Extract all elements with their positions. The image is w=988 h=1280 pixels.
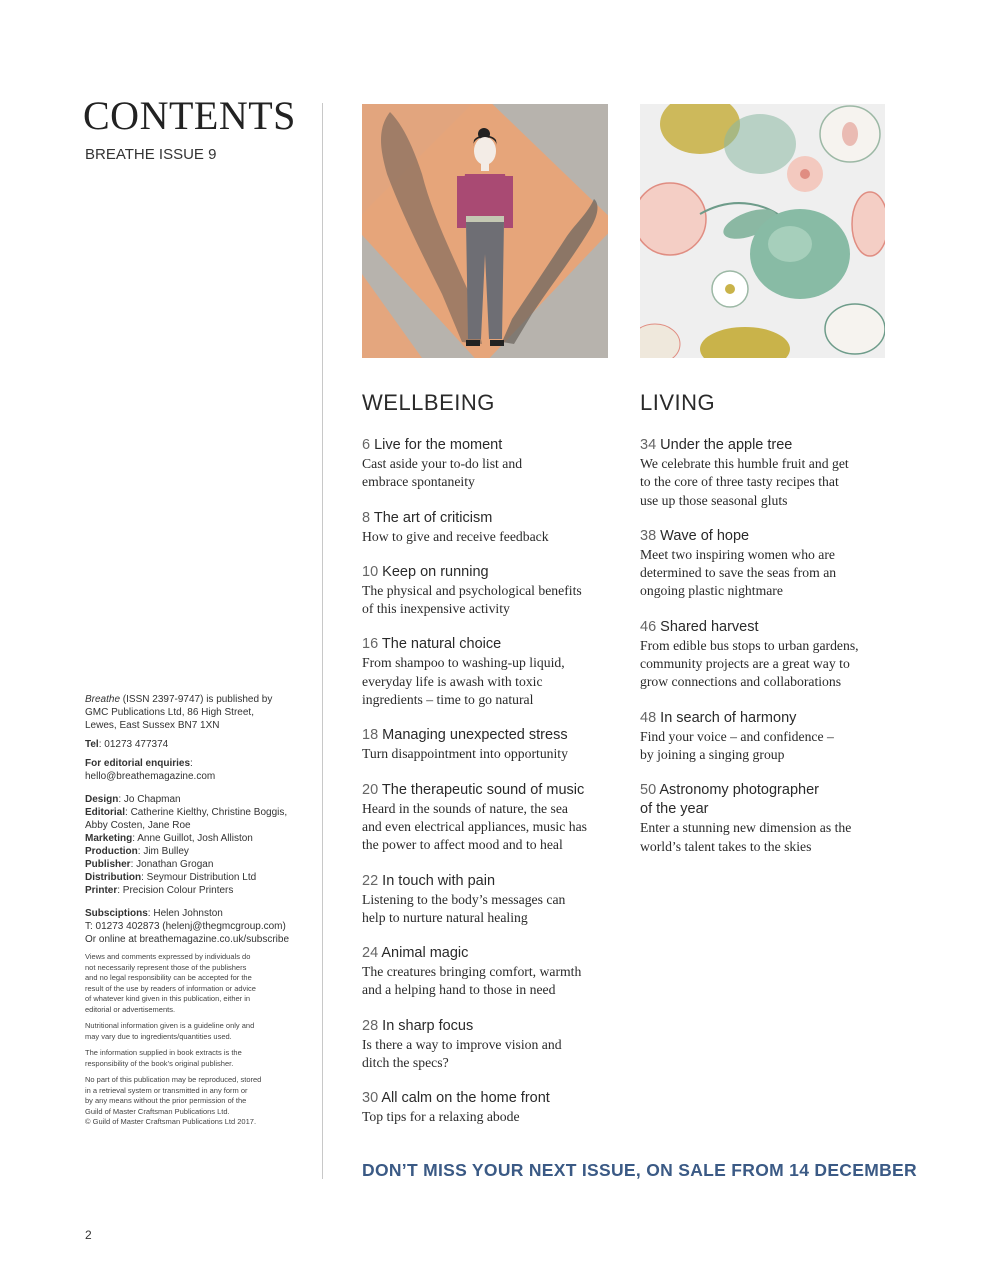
contents-item-description: Enter a stunning new dimension as the bbox=[640, 820, 852, 836]
page-ref: 16 bbox=[362, 636, 379, 653]
next-issue-banner: DON’T MISS YOUR NEXT ISSUE, ON SALE FROM 14 DECEMBER bbox=[362, 1160, 917, 1180]
contents-item-description: use up those seasonal gluts bbox=[640, 492, 788, 508]
contents-item-description: and a helping hand to those in need bbox=[362, 982, 556, 998]
contents-item-description: Turn disappointment into opportunity bbox=[362, 746, 568, 762]
disclaimer-line: in a retrieval system or transmitted in any form or bbox=[85, 1085, 248, 1095]
page-ref: 28 bbox=[362, 1017, 379, 1034]
page-number: 2 bbox=[85, 1228, 92, 1242]
contents-item-description: We celebrate this humble fruit and get bbox=[640, 456, 849, 471]
staff-credit: Publisher: Jonathan Grogan bbox=[85, 859, 214, 870]
contents-item bbox=[362, 1089, 612, 1126]
page-ref: 38 bbox=[640, 527, 657, 544]
disclaimer-line: result of the use by readers of information or advice bbox=[85, 983, 256, 993]
item-title-text: Live for the moment bbox=[374, 437, 503, 453]
contents-item-description: Is there a way to improve vision and bbox=[362, 1036, 562, 1052]
contents-item-description: and even electrical appliances, music has bbox=[362, 818, 587, 834]
disclaimer-paragraph bbox=[85, 1075, 307, 1128]
contents-item-title bbox=[362, 635, 612, 654]
page-ref: 30 bbox=[362, 1090, 379, 1107]
staff-credit: Production: Jim Bulley bbox=[85, 846, 189, 857]
item-title-text: Managing unexpected stress bbox=[382, 727, 568, 744]
staff-credit: Editorial: Catherine Kielthy, Christine Boggis, bbox=[85, 807, 288, 818]
contents-item-description: world’s talent takes to the skies bbox=[640, 838, 812, 854]
publisher-address-line: GMC Publications Ltd, 86 High Street, bbox=[85, 707, 254, 718]
contents-item-title bbox=[640, 618, 890, 637]
contents-item bbox=[640, 436, 890, 510]
disclaimer-line: The information supplied in book extracts is the bbox=[85, 1048, 242, 1057]
contents-item bbox=[362, 872, 612, 928]
contents-item bbox=[640, 781, 890, 856]
contents-item-description: ditch the specs? bbox=[362, 1055, 449, 1071]
column-divider bbox=[322, 103, 323, 1179]
contents-item-description: Top tips for a relaxing abode bbox=[362, 1109, 520, 1125]
disclaimer-line: No part of this publication may be reproduced, stored bbox=[85, 1075, 262, 1084]
page-ref: 18 bbox=[362, 727, 379, 744]
contents-item-description: embrace spontaneity bbox=[362, 474, 475, 490]
item-title-text: In sharp focus bbox=[382, 1017, 474, 1034]
item-title-text: In touch with pain bbox=[382, 872, 496, 889]
contents-item-description: help to nurture natural healing bbox=[362, 909, 528, 925]
item-title-text: The art of criticism bbox=[373, 509, 493, 526]
item-title-text: Wave of hope bbox=[660, 527, 750, 544]
item-title-text: All calm on the home front bbox=[381, 1090, 550, 1107]
disclaimer-line: by any means without the prior permission of the bbox=[85, 1096, 247, 1105]
disclaimer-line: of whatever kind given in this publication, either in bbox=[85, 994, 251, 1003]
contents-item-description: determined to save the seas from an bbox=[640, 565, 837, 581]
page-ref: 34 bbox=[640, 437, 657, 453]
subscriptions-online: Or online at breathemagazine.co.uk/subscribe bbox=[85, 934, 290, 945]
wellbeing-illustration bbox=[362, 104, 608, 358]
staff-credit-continued: Abby Costen, Jane Roe bbox=[85, 820, 191, 831]
contents-item-description: How to give and receive feedback bbox=[362, 528, 549, 544]
disclaimer-line: may vary due to ingredients/quantities used. bbox=[85, 1031, 232, 1041]
page-ref: 48 bbox=[640, 709, 657, 726]
contents-item bbox=[362, 509, 612, 546]
contents-item-description: Cast aside your to-do list and bbox=[362, 456, 523, 471]
contents-item-description: Heard in the sounds of nature, the sea bbox=[362, 800, 569, 816]
contents-item bbox=[362, 635, 612, 709]
contents-item-description: The physical and psychological benefits bbox=[362, 582, 582, 598]
section-heading-wellbeing: WELLBEING bbox=[362, 390, 495, 415]
staff-credit: Design: Jo Chapman bbox=[85, 794, 181, 805]
staff-credit: Marketing: Anne Guillot, Josh Alliston bbox=[85, 833, 253, 844]
contents-item-description: From shampoo to washing-up liquid, bbox=[362, 655, 565, 671]
contents-item bbox=[362, 781, 612, 855]
contents-item-description: by joining a singing group bbox=[640, 746, 785, 762]
item-title-continued: of the year bbox=[640, 801, 709, 818]
contents-item-title bbox=[640, 436, 890, 455]
page-title: CONTENTS bbox=[83, 93, 296, 138]
issue-label: BREATHE ISSUE 9 bbox=[85, 146, 217, 163]
disclaimer-line: Nutritional information given is a guideline only and bbox=[85, 1021, 255, 1030]
disclaimer-paragraph bbox=[85, 952, 307, 1015]
living-list bbox=[640, 436, 890, 856]
contents-item bbox=[640, 618, 890, 692]
contents-item-title bbox=[362, 509, 612, 528]
page-ref: 24 bbox=[362, 945, 379, 962]
subscriptions-phone: T: 01273 402873 (helenj@thegmcgroup.com) bbox=[85, 921, 286, 932]
publisher-line: Breathe (ISSN 2397-9747) is published by bbox=[85, 694, 273, 705]
page-ref: 8 bbox=[362, 509, 371, 526]
contents-item-description: ongoing plastic nightmare bbox=[640, 583, 783, 599]
item-title-text: The natural choice bbox=[381, 636, 502, 653]
item-title-text: Shared harvest bbox=[660, 618, 759, 635]
page-ref: 22 bbox=[362, 872, 379, 889]
item-title-text: Under the apple tree bbox=[660, 437, 793, 453]
wellbeing-list bbox=[362, 436, 612, 1127]
contents-item-title bbox=[362, 1017, 612, 1036]
item-title-text: Keep on running bbox=[382, 563, 489, 580]
page-ref: 6 bbox=[362, 437, 371, 453]
staff-list bbox=[85, 793, 307, 897]
disclaimer-line: Guild of Master Craftsman Publications Ltd. bbox=[85, 1106, 230, 1116]
disclaimer-line: Views and comments expressed by individuals do bbox=[85, 952, 251, 961]
contents-item-title bbox=[362, 944, 612, 963]
living-illustration bbox=[640, 104, 885, 358]
publisher-address-line: Lewes, East Sussex BN7 1XN bbox=[85, 720, 220, 731]
staff-credit: Distribution: Seymour Distribution Ltd bbox=[85, 872, 257, 883]
contents-item-description: of this inexpensive activity bbox=[362, 601, 510, 617]
subscriptions-line: Subsciptions: Helen Johnston bbox=[85, 908, 223, 919]
disclaimer-line: © Guild of Master Craftsman Publications Ltd 2017. bbox=[85, 1117, 257, 1126]
disclaimer-line: responsibility of the book’s original publisher. bbox=[85, 1058, 234, 1068]
contents-item-description: everyday life is awash with toxic bbox=[362, 673, 543, 689]
contents-item-description: ingredients – time to go natural bbox=[362, 692, 534, 708]
contents-item-title bbox=[362, 781, 612, 800]
editorial-enquiries: For editorial enquiries: bbox=[85, 758, 193, 769]
disclaimer-block bbox=[85, 952, 307, 1128]
disclaimer-line: not necessarily represent those of the publishers bbox=[85, 962, 247, 972]
contents-item-title bbox=[362, 872, 612, 891]
page-ref: 46 bbox=[640, 618, 657, 635]
contents-item-description: From edible bus stops to urban gardens, bbox=[640, 637, 859, 653]
disclaimer-line: and no legal responsibility can be accepted for the bbox=[85, 973, 252, 982]
contents-item bbox=[640, 709, 890, 765]
item-title-text: In search of harmony bbox=[660, 709, 797, 726]
section-heading-living: LIVING bbox=[640, 390, 716, 415]
contents-item-title bbox=[640, 527, 890, 546]
contents-item-title bbox=[362, 563, 612, 582]
contents-item-description: to the core of three tasty recipes that bbox=[640, 474, 839, 490]
disclaimer-paragraph bbox=[85, 1021, 307, 1042]
editorial-email: hello@breathemagazine.com bbox=[85, 771, 216, 782]
tel-line: Tel: 01273 477374 bbox=[85, 739, 169, 750]
item-title-text: Animal magic bbox=[381, 945, 469, 962]
item-title-text: The therapeutic sound of music bbox=[381, 781, 585, 798]
contents-item-title bbox=[640, 781, 890, 800]
contents-item-description: community projects are a great way to bbox=[640, 656, 850, 672]
disclaimer-paragraph bbox=[85, 1048, 307, 1069]
contents-item-title bbox=[640, 709, 890, 728]
item-title-text: Astronomy photographer bbox=[659, 782, 819, 799]
page-ref: 20 bbox=[362, 781, 379, 798]
contents-item-title bbox=[362, 436, 612, 455]
contents-item-description: Meet two inspiring women who are bbox=[640, 546, 836, 562]
publisher-credits bbox=[85, 693, 307, 1134]
contents-item bbox=[362, 726, 612, 763]
contents-item-description: Find your voice – and confidence – bbox=[640, 728, 834, 744]
disclaimer-line: editorial or advertisements. bbox=[85, 1004, 176, 1014]
page-ref: 50 bbox=[640, 782, 657, 799]
page-ref: 10 bbox=[362, 563, 379, 580]
contents-item bbox=[362, 944, 612, 1000]
contents-item bbox=[362, 1017, 612, 1073]
contents-item-title bbox=[362, 726, 612, 745]
contents-item bbox=[362, 436, 612, 492]
contents-item-description: The creatures bringing comfort, warmth bbox=[362, 964, 582, 980]
contents-item-description: the power to affect mood and to heal bbox=[362, 837, 563, 853]
magazine-name: Breathe bbox=[85, 694, 121, 705]
staff-credit: Printer: Precision Colour Printers bbox=[85, 885, 234, 896]
contents-item-description: Listening to the body’s messages can bbox=[362, 891, 566, 907]
contents-item bbox=[640, 527, 890, 601]
contents-item bbox=[362, 563, 612, 619]
contents-item-title bbox=[362, 1089, 612, 1108]
contents-item-description: grow connections and collaborations bbox=[640, 674, 842, 690]
